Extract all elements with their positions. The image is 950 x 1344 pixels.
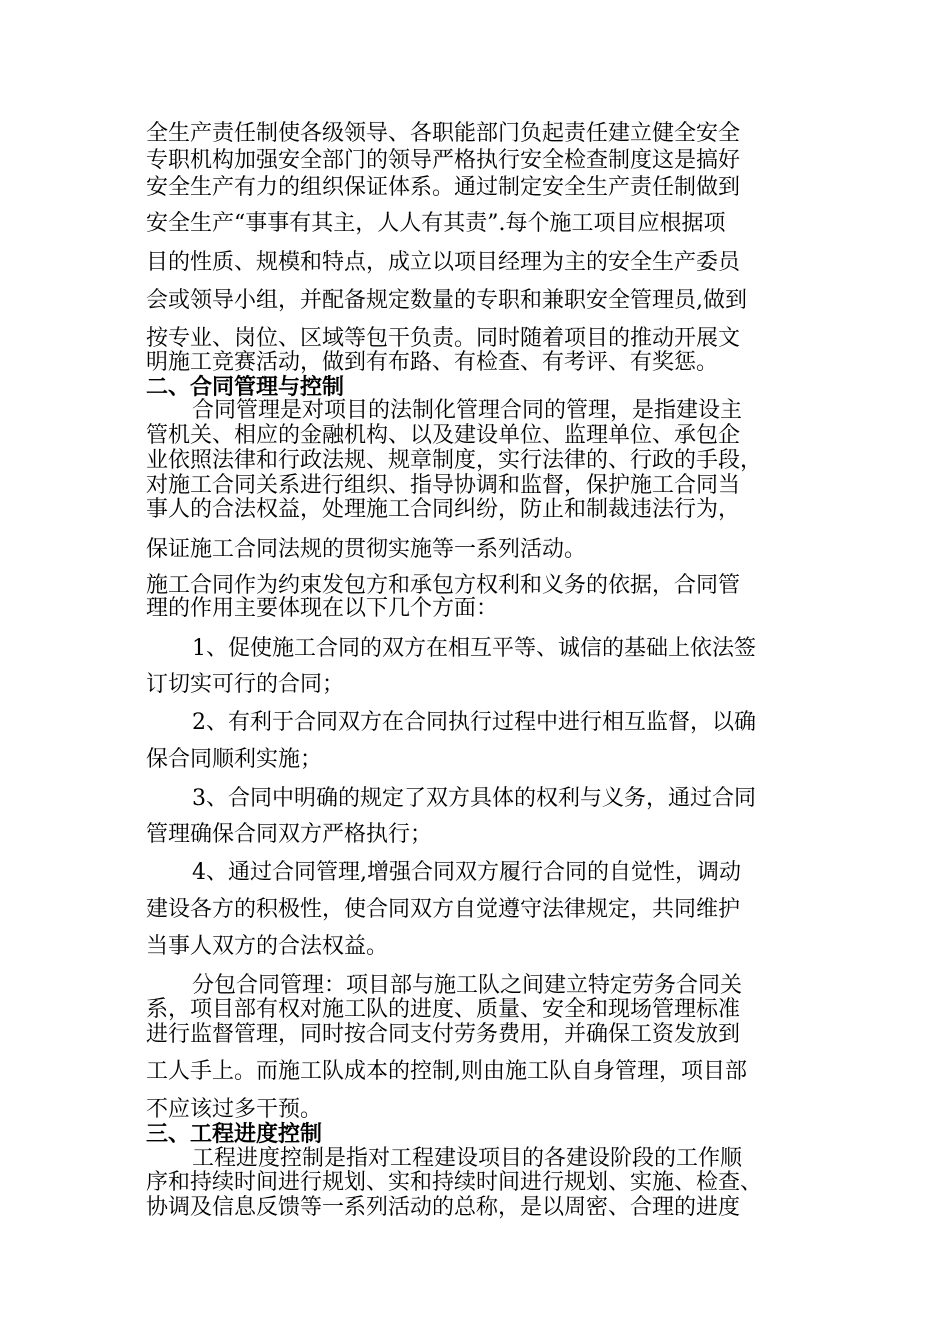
list-item-line: 建设各方的积极性，使合同双方自觉遵守法律规定，共同维护 [146, 897, 741, 922]
para1-line: 安全生产有力的组织保证体系。通过制定安全生产责任制做到 [146, 175, 741, 200]
para1-line: 会或领导小组，并配备规定数量的专职和兼职安全管理员,做到 [146, 288, 747, 313]
section2-para-line: 管机关、相应的金融机构、以及建设单位、监理单位、承包企 [146, 423, 741, 448]
list-item-line: 1、促使施工合同的双方在相互平等、诚信的基础上依法签 [192, 636, 756, 661]
para1-line: 安全生产“事事有其主，人人有其责”.每个施工项目应根据项 [146, 211, 726, 236]
list-item-line: 订切实可行的合同； [146, 672, 345, 697]
section3-para-line: 协调及信息反馈等一系列活动的总称，是以周密、合理的进度 [146, 1195, 741, 1220]
subcontract-line: 不应该过多干预。 [146, 1097, 323, 1122]
subcontract-line: 系，项目部有权对施工队的进度、质量、安全和现场管理标准 [146, 997, 741, 1022]
intro-line: 施工合同作为约束发包方和承包方权利和义务的依据，合同管 [146, 573, 741, 598]
section2-para-line: 合同管理是对项目的法制化管理合同的管理，是指建设主 [192, 398, 743, 423]
section2-para-line: 对施工合同关系进行组织、指导协调和监督，保护施工合同当 [146, 473, 741, 498]
list-item-line: 当事人双方的合法权益。 [146, 934, 389, 959]
list-item-line: 保合同顺利实施； [146, 747, 323, 772]
section3-para-line: 工程进度控制是指对工程建设项目的各建设阶段的工作顺 [192, 1146, 743, 1171]
section2-para-line: 保证施工合同法规的贯彻实施等一系列活动。 [146, 537, 587, 562]
para1-line: 按专业、岗位、区域等包干负责。同时随着项目的推动开展文 [146, 326, 741, 351]
list-item-line: 2、有利于合同双方在合同执行过程中进行相互监督，以确 [192, 710, 756, 735]
para1-line: 目的性质、规模和特点，成立以项目经理为主的安全生产委员 [146, 250, 741, 275]
section2-para-line: 事人的合法权益，处理施工合同纠纷，防止和制裁违法行为， [146, 497, 741, 522]
para1-line: 全生产责任制使各级领导、各职能部门负起责任建立健全安全 [146, 121, 741, 146]
section-heading-contract: 二、合同管理与控制 [146, 374, 345, 400]
list-item-line: 管理确保合同双方严格执行； [146, 822, 433, 847]
list-item-line: 4、通过合同管理,增强合同双方履行合同的自觉性，调动 [192, 860, 741, 885]
intro-line: 理的作用主要体现在以下几个方面： [146, 596, 499, 621]
subcontract-line: 工人手上。而施工队成本的控制,则由施工队自身管理，项目部 [146, 1059, 747, 1084]
subcontract-line: 进行监督管理，同时按合同支付劳务费用，并确保工资发放到 [146, 1022, 741, 1047]
para1-line: 明施工竞赛活动，做到有布路、有检查、有考评、有奖惩。 [146, 350, 719, 375]
section3-para-line: 序和持续时间进行规划、实和持续时间进行规划、实施、检查、 [146, 1170, 763, 1195]
subcontract-line: 分包合同管理：项目部与施工队之间建立特定劳务合同关 [192, 973, 743, 998]
section2-para-line: 业依照法律和行政法规、规章制度，实行法律的、行政的手段， [146, 448, 763, 473]
para1-line: 专职机构加强安全部门的领导严格执行安全检查制度这是搞好 [146, 148, 741, 173]
section-heading-schedule: 三、工程进度控制 [146, 1121, 323, 1147]
list-item-line: 3、合同中明确的规定了双方具体的权利与义务，通过合同 [192, 786, 756, 811]
